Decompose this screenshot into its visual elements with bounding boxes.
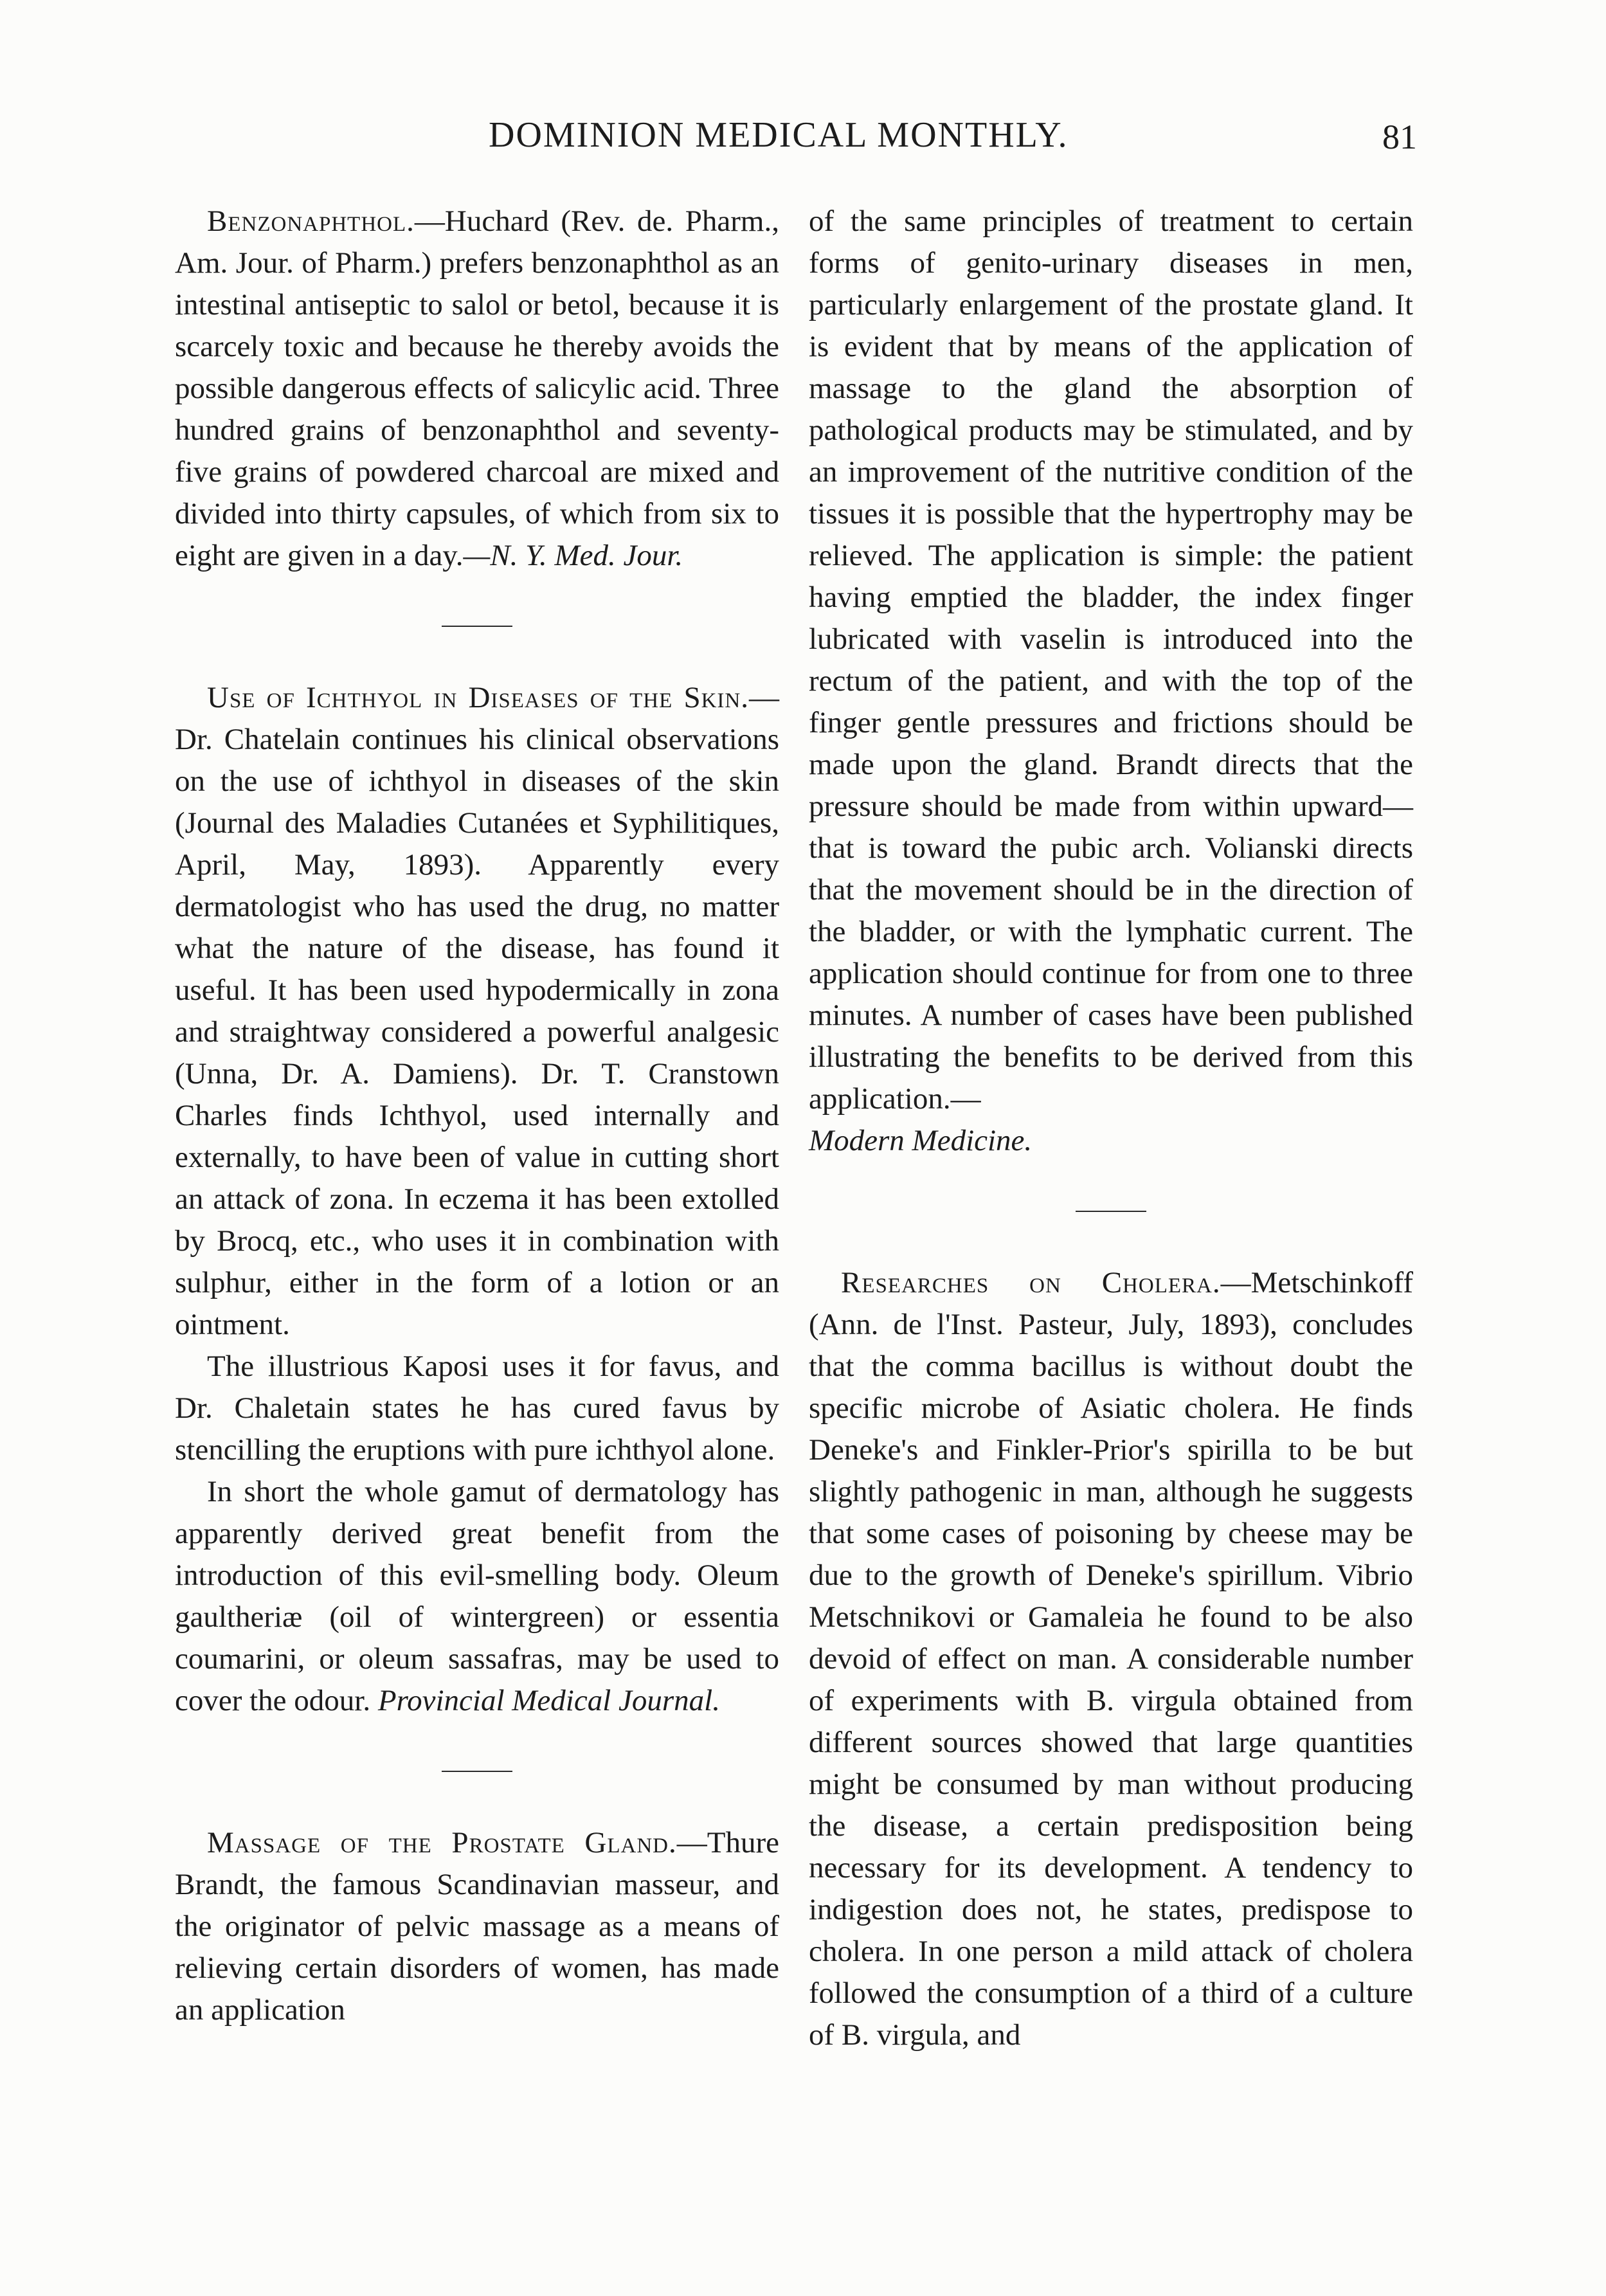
right-column bbox=[809, 201, 1413, 2056]
running-title: DOMINION MEDICAL MONTHLY. bbox=[489, 115, 1069, 155]
article-source: —N. Y. Med. Jour. bbox=[463, 539, 683, 572]
article-source: Provincial Medical Journal. bbox=[377, 1684, 720, 1717]
article-massage bbox=[175, 1822, 779, 2031]
section-heading: Researches on Cholera. bbox=[841, 1266, 1221, 1299]
article-cholera bbox=[809, 1262, 1413, 2056]
page-header bbox=[0, 114, 1606, 166]
article-paragraph bbox=[175, 1471, 779, 1722]
article-paragraph: The illustrious Kaposi uses it for favus, and Dr. Chaletain states he has cured favus by stencilling the eruptions with pure ichthyol alone. bbox=[175, 1350, 779, 1467]
article-text: —Metschinkoff (Ann. de l'Inst. Pasteur, July, 1893), concludes that the comma bacillus is without doubt the specific microbe of Asiatic cholera. He finds Deneke's and Finkler-Prior's spirilla to be but slightly pathogenic in man, although he suggests that some cases of poisoning by cheese may be due to the growth of Deneke's spirillum. Vibrio Metschnikovi or Gamaleia he found to be also devoid of effect on man. A considerable number of experiments with B. virgula obtained from different sources showed that large quantities might be consumed by man without producing the disease, a certain predisposition being necessary for its development. A tendency to indigestion does not, he states, predispose to cholera. In one person a mild attack of cholera followed the consumption of a third of a culture of B. virgula, and bbox=[809, 1266, 1413, 2052]
left-column bbox=[175, 201, 779, 2031]
section-divider bbox=[1076, 1211, 1146, 1212]
article-massage-continued bbox=[809, 201, 1413, 1162]
section-heading: Massage of the Prostate Gland. bbox=[207, 1826, 677, 1859]
article-text: —Thure Brandt, the famous Scandinavian masseur, and the originator of pelvic massage as a means of relieving certain disorders of women, has made an application bbox=[175, 1826, 779, 2027]
article-source: Modern Medicine. bbox=[809, 1124, 1033, 1157]
article-text: In short the whole gamut of dermatology has apparently derived great benefit from the introduction of this evil-smelling body. Oleum gaultheriæ (oil of wintergreen) or essentia coumarini, or oleum sassafras, may be used to cover the odour. bbox=[175, 1475, 779, 1717]
article-text: —Dr. Chatelain continues his clinical observations on the use of ichthyol in diseases of the skin (Journal des Maladies Cutanées et Syphilitiques, April, May, 1893). Apparently every dermatologist who has used the drug, no matter what the nature of the disease, has found it useful. It has been used hypodermically in zona and straightway considered a powerful analgesic (Unna, Dr. A. Damiens). Dr. T. Cranstown Charles finds Ichthyol, used internally and externally, to have been of value in cutting short an attack of zona. In eczema it has been extolled by Brocq, etc., who uses it in combination with sulphur, either in the form of a lotion or an ointment. bbox=[175, 681, 779, 1341]
article-ichthyol bbox=[175, 677, 779, 1346]
section-divider bbox=[442, 626, 512, 627]
section-divider bbox=[442, 1771, 512, 1772]
page-number: 81 bbox=[1382, 118, 1417, 156]
article-text: of the same principles of treatment to certain forms of genito-urinary diseases in men, particularly enlargement of the prostate gland. It is evident that by means of the application of massage to the gland the absorption of pathological products may be stimulated, and by an improvement of the nutritive condition of the tissues it is possible that the hypertrophy may be relieved. The application is simple: the patient having emptied the bladder, the index finger lubricated with vaselin is introduced into the rectum of the patient, and with the top of the finger gentle pressures and frictions should be made upon the gland. Brandt directs that the pressure should be made from within upward—that is toward the pubic arch. Volianski directs that the movement should be in the direction of the bladder, or with the lymphatic current. The application should continue for from one to three minutes. A number of cases have been published illustrating the benefits to be derived from this application.— bbox=[809, 204, 1413, 1116]
section-heading: Use of Ichthyol in Diseases of the Skin. bbox=[207, 681, 749, 714]
article-benzonaphthol bbox=[175, 201, 779, 577]
section-heading: Benzonaphthol. bbox=[207, 204, 415, 238]
article-text: —Huchard (Rev. de. Pharm., Am. Jour. of Pharm.) prefers benzonaphthol as an intestinal antiseptic to salol or betol, because it is scarcely toxic and because he thereby avoids the possible dangerous effects of salicylic acid. Three hundred grains of benzonaphthol and seventy-five grains of powdered charcoal are mixed and divided into thirty capsules, of which from six to eight are given in a day. bbox=[175, 204, 779, 572]
